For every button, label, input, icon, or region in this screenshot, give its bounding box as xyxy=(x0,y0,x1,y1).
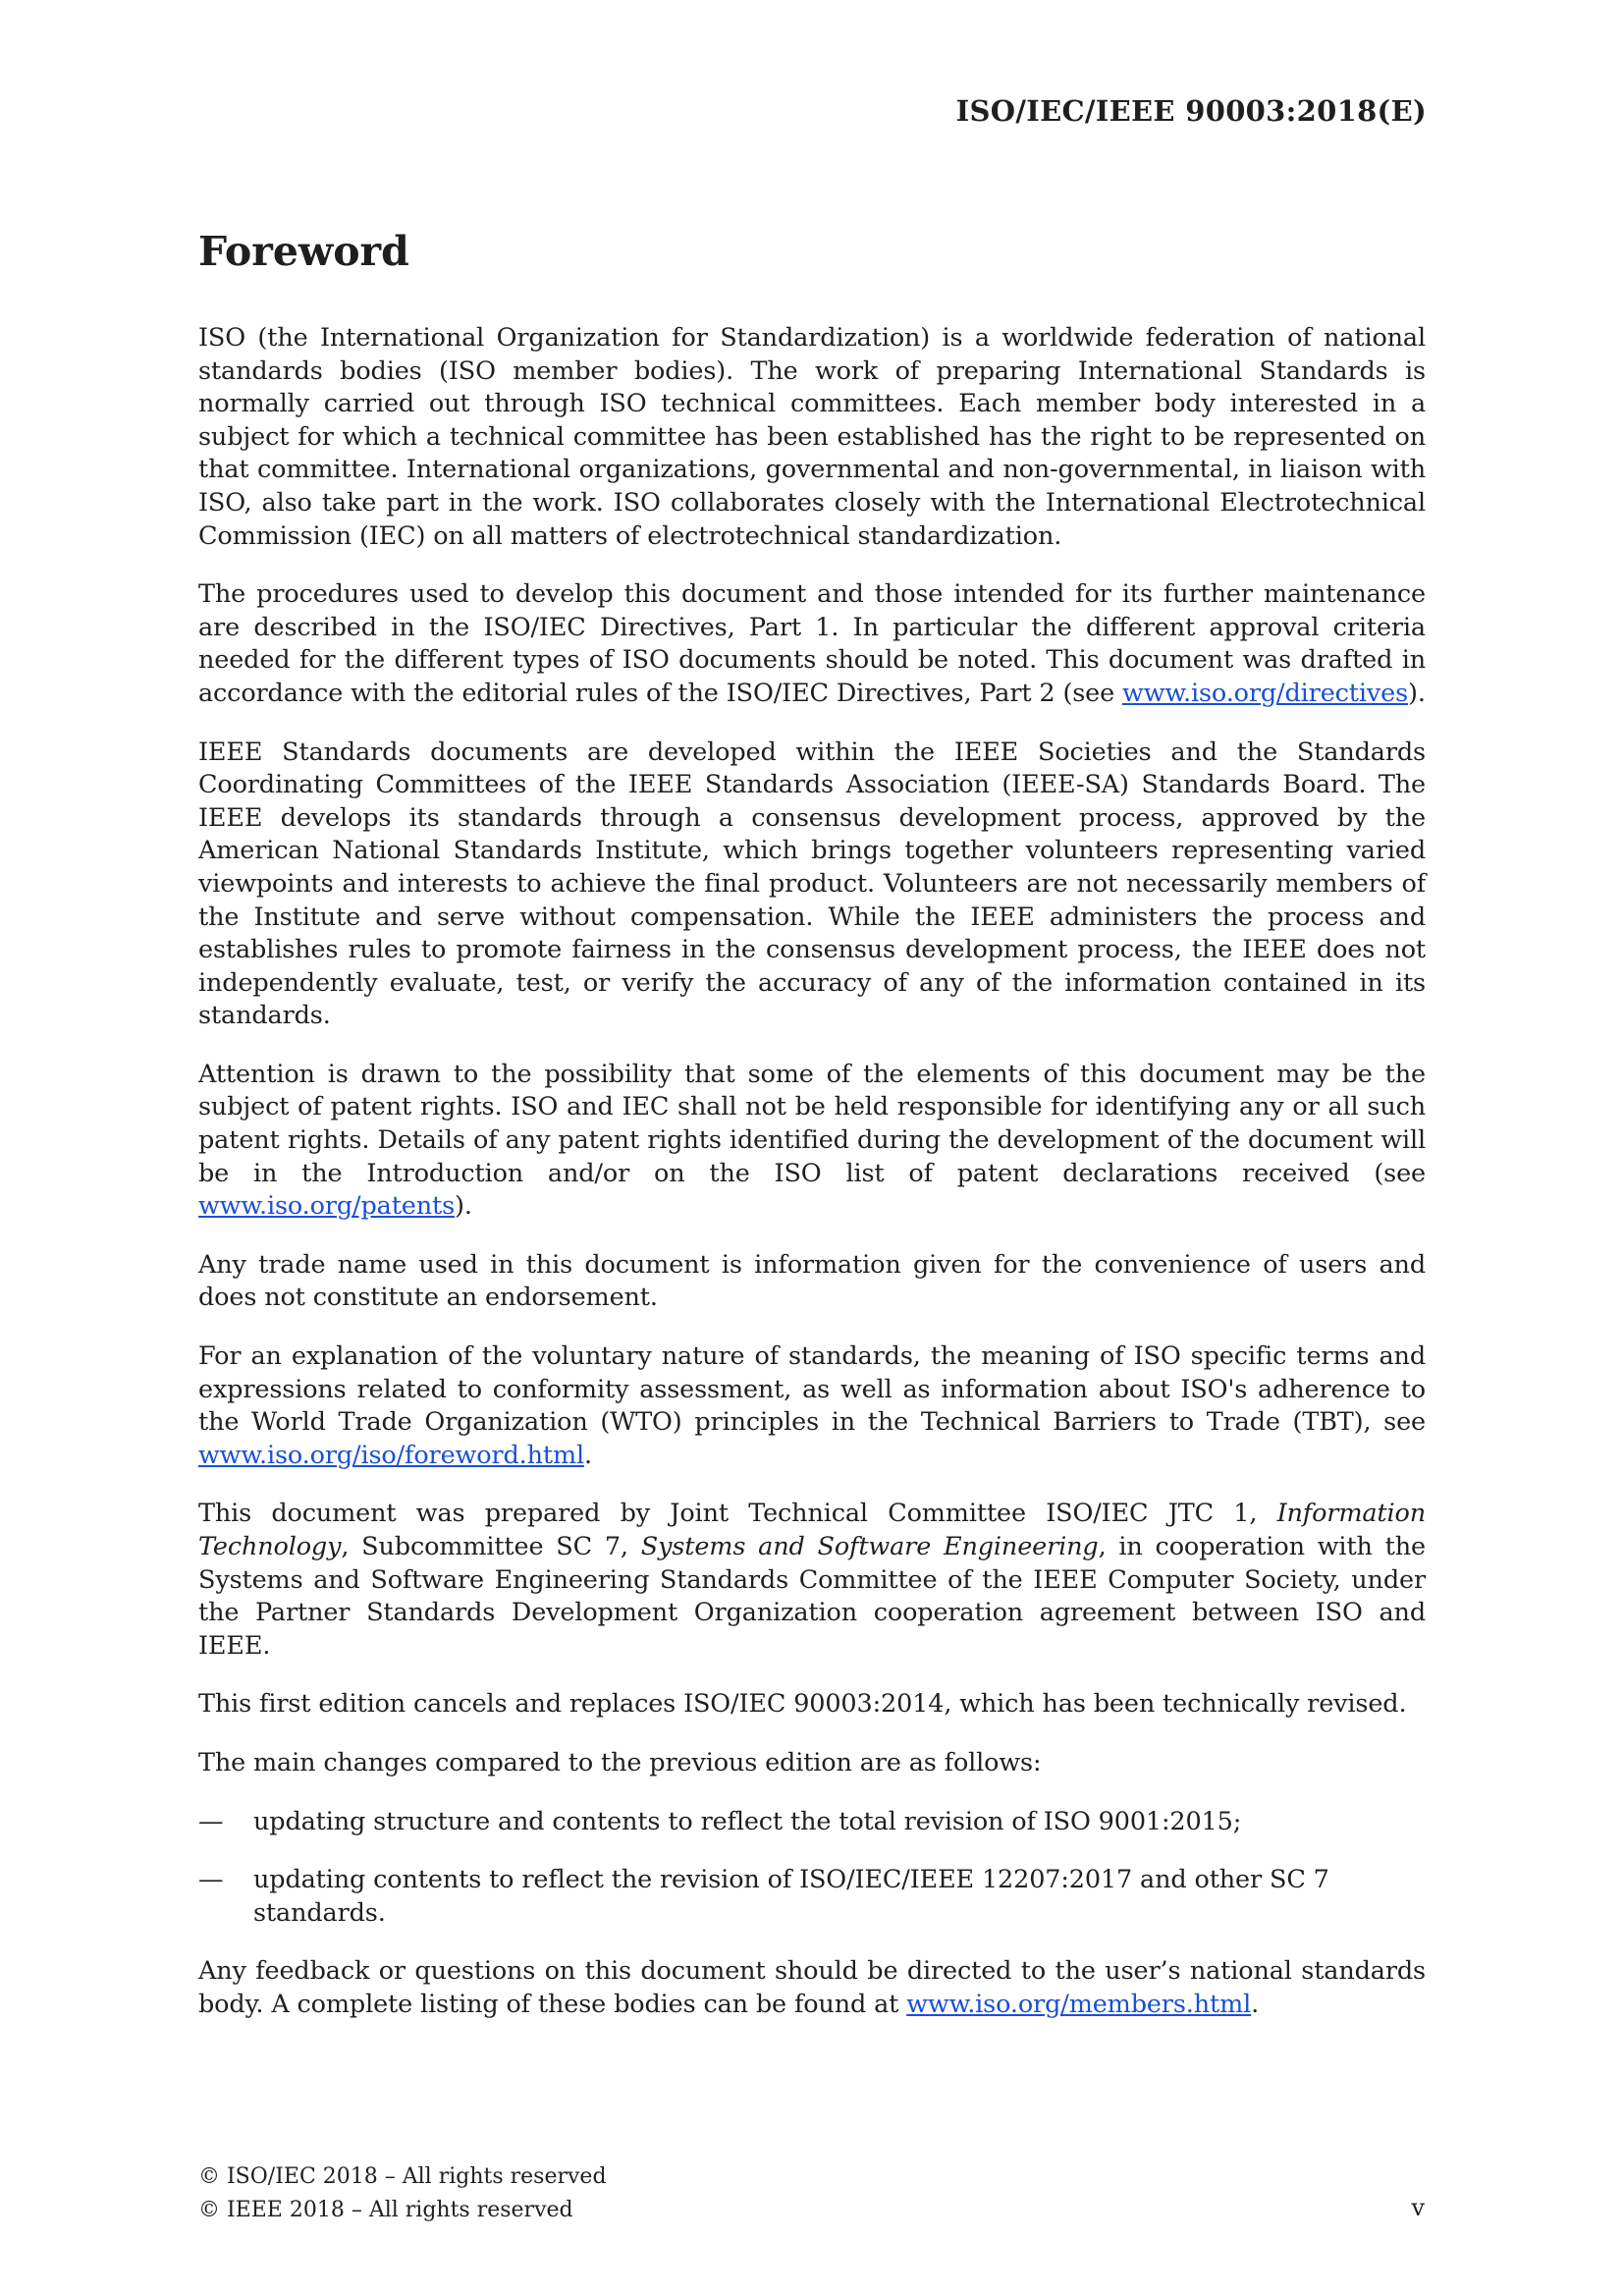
document-id-header: ISO/IEC/IEEE 90003:2018(E) xyxy=(955,94,1427,128)
paragraph-feedback-text: Any feedback or questions on this document should be directed to the user’s national standards body. A complete listing of these bodies can be found at xyxy=(198,1956,1426,2019)
copyright-footer xyxy=(198,2160,607,2227)
paragraph-trade-name: Any trade name used in this document is information given for the convenience of users and does not constitute an endorsement. xyxy=(198,1249,1426,1313)
copyright-iso: © ISO/IEC 2018 – All rights reserved xyxy=(198,2164,607,2189)
foreword-body xyxy=(198,322,1426,2048)
page-title: Foreword xyxy=(198,228,409,275)
paragraph-iso-intro: ISO (the International Organization for Standardization) is a worldwide federation of national standards bodies (ISO member bodies). The work of preparing International Standards is normally carried out through ISO technical committees. Each member body interested in a subject for which a technical committee has been established has the right to be represented on that committee. International organizations, governmental and non-governmental, in liaison with ISO, also take part in the work. ISO collaborates closely with the International Electrotechnical Commission (IEC) on all matters of electrotechnical standardization. xyxy=(198,323,1426,551)
committee-name-emphasis: Information Technology xyxy=(198,1499,1426,1561)
prepared-by-text-b: , Subcommittee SC 7, xyxy=(341,1532,641,1561)
subcommittee-name-emphasis: Systems and Software Engineering xyxy=(640,1532,1099,1561)
list-dash: — xyxy=(198,1865,224,1895)
paragraph-patents xyxy=(198,1059,1426,1224)
patents-link[interactable]: www.iso.org/patents xyxy=(198,1191,456,1222)
paragraph-main-changes: The main changes compared to the previous edition are as follows: xyxy=(198,1747,1042,1777)
paragraph-procedures-text: The procedures used to develop this document and those intended for its further maintenance are described in the ISO/IEC Directives, Part 1. In particular the different approval criteria needed for the different types of ISO documents should be noted. This document was drafted in accordance with the editorial rules of the ISO/IEC Directives, Part 2 (see xyxy=(198,579,1426,708)
prepared-by-text-a: This document was prepared by Joint Technical Committee ISO/IEC JTC 1, xyxy=(198,1499,1277,1529)
paragraph-voluntary-nature-end: . xyxy=(583,1440,592,1470)
list-item xyxy=(198,1806,1426,1839)
paragraph-patents-text: Attention is drawn to the possibility that some of the elements of this document may be the subject of patent rights. ISO and IEC shall not be held responsible for identifying any or all such patent rights. Details of any patent rights identified during the development of the document will be in the Introduction and/or on the ISO list of patent declarations received (see xyxy=(198,1059,1426,1188)
list-item-text: updating contents to reflect the revision of ISO/IEC/IEEE 12207:2017 and other SC 7 standards. xyxy=(253,1865,1329,1928)
members-link[interactable]: www.iso.org/members.html xyxy=(906,1989,1252,2019)
list-item xyxy=(198,1864,1426,1930)
copyright-ieee: © IEEE 2018 – All rights reserved xyxy=(198,2198,573,2222)
paragraph-feedback-end: . xyxy=(1251,1989,1260,2019)
paragraph-procedures-end: ). xyxy=(1408,678,1426,708)
paragraph-voluntary-nature xyxy=(198,1340,1426,1472)
page-number: v xyxy=(1411,2194,1425,2221)
paragraph-prepared-by xyxy=(198,1498,1426,1663)
paragraph-feedback xyxy=(198,1955,1426,2021)
paragraph-procedures xyxy=(198,578,1426,710)
paragraph-edition: This first edition cancels and replaces ISO/IEC 90003:2014, which has been technically revised. xyxy=(198,1689,1407,1720)
paragraph-ieee-standards: IEEE Standards documents are developed within the IEEE Societies and the Standards Coordinating Committees of the IEEE Standards Association (IEEE-SA) Standards Board. The IEEE develops its standards through a consensus development process, approved by the American National Standards Institute, which brings together volunteers representing varied viewpoints and interests to achieve the final product. Volunteers are not necessarily members of the Institute and serve without compensation. While the IEEE administers the process and establishes rules to promote fairness in the consensus development process, the IEEE does not independently evaluate, test, or verify the accuracy of any of the information contained in its standards. xyxy=(198,737,1426,1031)
list-item-text: updating structure and contents to reflect the total revision of ISO 9001:2015; xyxy=(253,1806,1242,1836)
list-dash: — xyxy=(198,1806,224,1836)
foreword-link[interactable]: www.iso.org/iso/foreword.html xyxy=(198,1440,584,1470)
paragraph-patents-end: ). xyxy=(455,1191,472,1222)
paragraph-voluntary-nature-text: For an explanation of the voluntary nature of standards, the meaning of ISO specific terms and expressions related to conformity assessment, as well as information about ISO's adherence to the World Trade Organization (WTO) principles in the Technical Barriers to Trade (TBT), see xyxy=(198,1341,1426,1438)
directives-link[interactable]: www.iso.org/directives xyxy=(1122,678,1409,708)
prepared-by-text-c: , in cooperation with the Systems and Software Engineering Standards Committee of the IEEE Computer Society, under the Partner Standards Development Organization cooperation agreement between ISO and IEEE. xyxy=(198,1532,1426,1661)
